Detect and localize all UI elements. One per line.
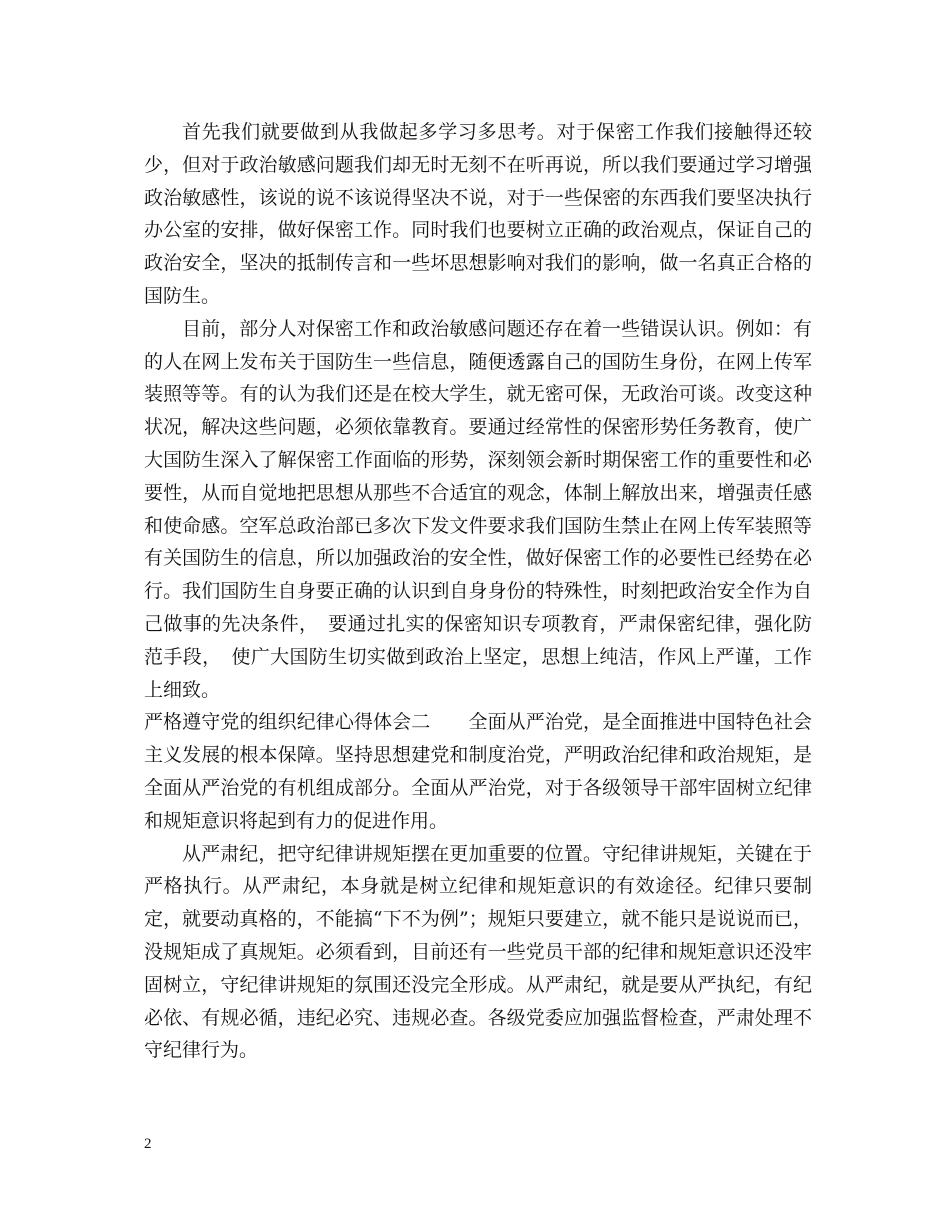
- document-body: [144, 116, 812, 1067]
- paragraph-1: 首先我们就要做到从我做起多学习多思考。对于保密工作我们接触得还较少，但对于政治敏感问题我们却无时无刻不在听再说，所以我们要通过学习增强政治敏感性，该说的说不该说得坚决不说，对于一些保密的东西我们要坚决执行办公室的安排，做好保密工作。同时我们也要树立正确的政治观点，保证自己的政治安全，坚决的抵制传言和一些坏思想影响对我们的影响，做一名真正合格的国防生。: [144, 121, 812, 307]
- paragraph-2: 目前，部分人对保密工作和政治敏感问题还存在着一些错误认识。例如：有的人在网上发布关于国防生一些信息，随便透露自己的国防生身份，在网上传军装照等等。有的认为我们还是在校大学生，就无密可保，无政治可谈。改变这种状况，解决这些问题，必须依靠教育。要通过经常性的保密形势任务教育，使广大国防生深入了解保密工作面临的形势，深刻领会新时期保密工作的重要性和必要性，从而自觉地把思想从那些不合适宜的观念，体制上解放出来，增强责任感和使命感。空军总政治部已多次下发文件要求我们国防生禁止在网上传军装照等有关国防生的信息，所以加强政治的安全性，做好保密工作的必要性已经势在必行。我们国防生自身要正确的认识到自身身份的特殊性，时刻把政治安全作为自己做事的先决条件， 要通过扎实的保密知识专项教育，严肃保密纪律，强化防范手段， 使广大国防生切实做到政治上坚定，思想上纯洁，作风上严谨，工作上细致。: [144, 317, 812, 701]
- paragraph-4: 从严肃纪，把守纪律讲规矩摆在更加重要的位置。守纪律讲规矩，关键在于严格执行。从严肃纪，本身就是树立纪律和规矩意识的有效途径。纪律只要制定，就要动真格的，不能搞“下不为例”；规矩只要建立，就不能只是说说而已，没规矩成了真规矩。必须看到，目前还有一些党员干部的纪律和规矩意识还没牢固树立，守纪律讲规矩的氛围还没完全形成。从严肃纪，就是要从严执纪，有纪必依、有规必循，违纪必究、违规必查。各级党委应加强监督检查，严肃处理不守纪律行为。: [144, 842, 812, 1062]
- page-number: 2: [144, 1136, 152, 1152]
- paragraph-3: 严格遵守党的组织纪律心得体会二 全面从严治党，是全面推进中国特色社会主义发展的根本保障。坚持思想建党和制度治党，严明政治纪律和政治规矩，是全面从严治党的有机组成部分。全面从严治党，对于各级领导干部牢固树立纪律和规矩意识将起到有力的促进作用。: [144, 711, 812, 832]
